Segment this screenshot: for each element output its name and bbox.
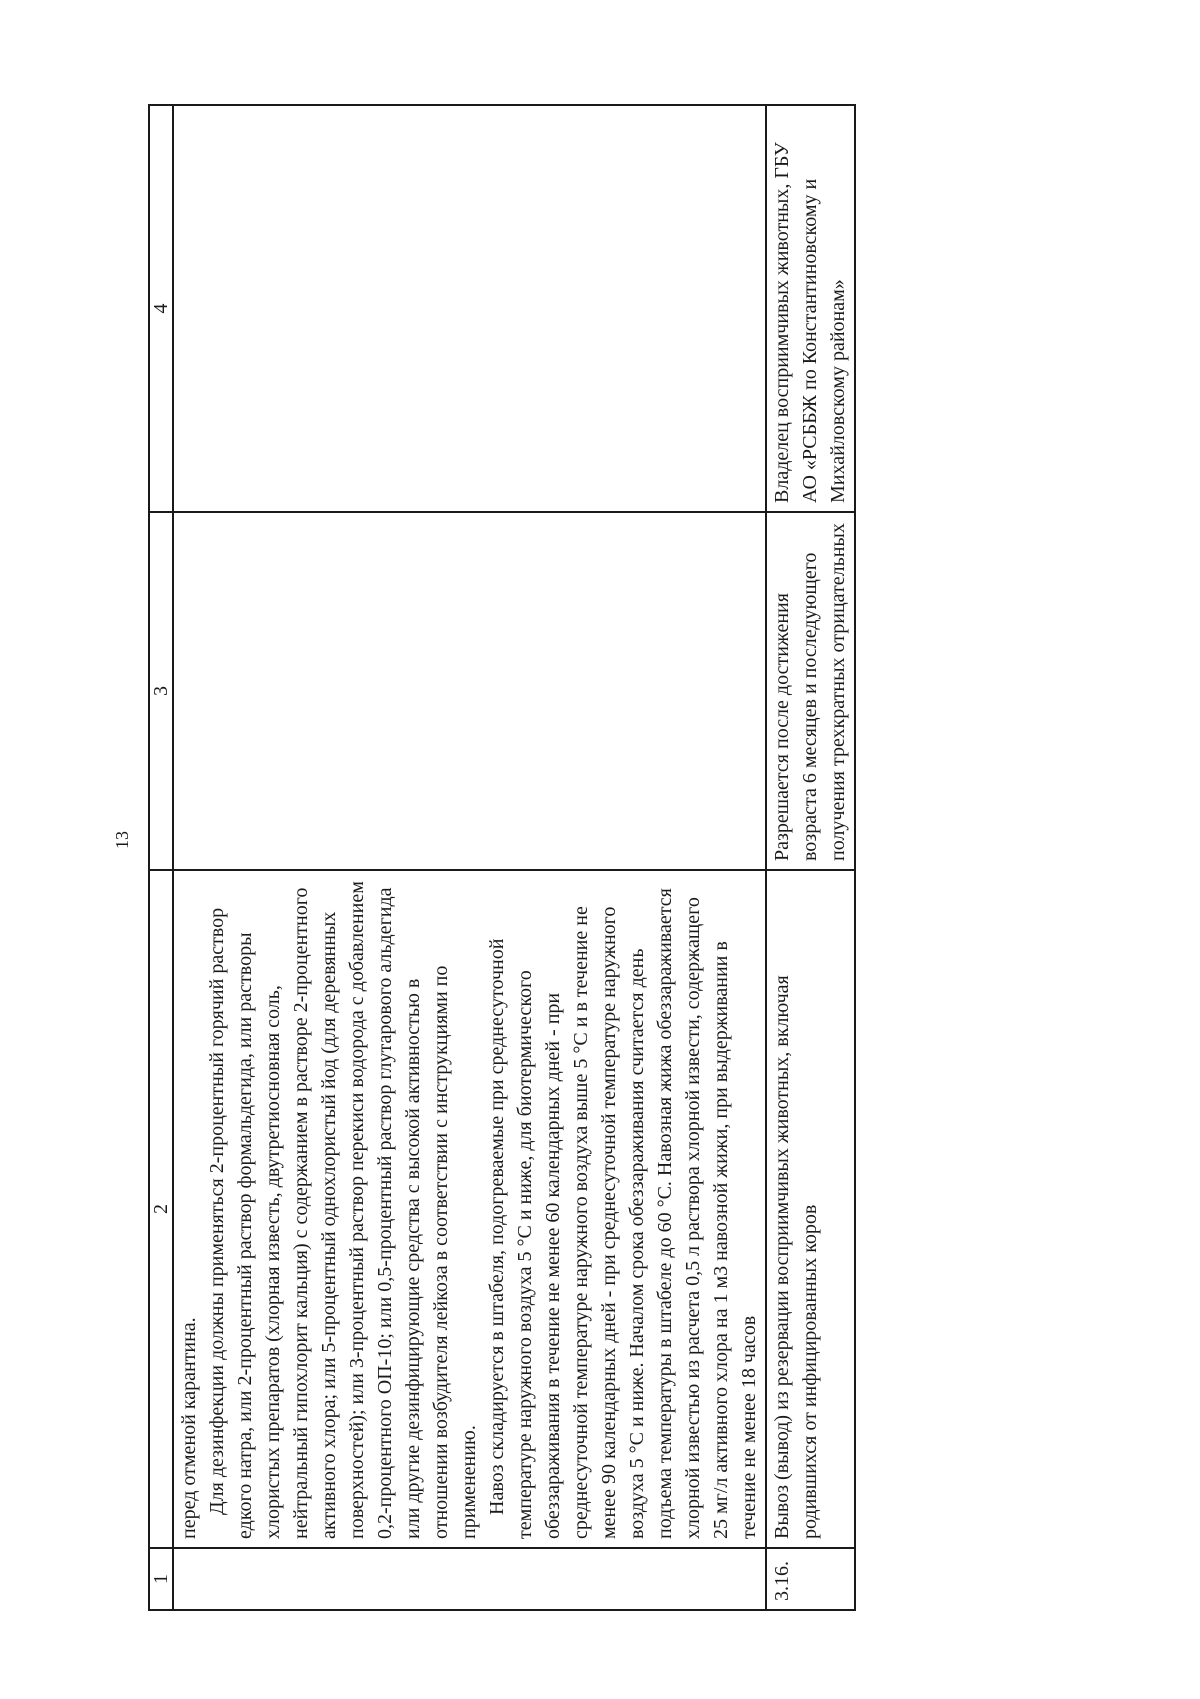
header-cell-2: 2	[149, 870, 173, 1548]
cell-number: 3.16.	[766, 1548, 855, 1610]
table-header-row	[149, 105, 173, 1610]
regulation-table	[148, 104, 856, 1611]
cell-measure-text: Вывоз (вывод) из резервации восприимчивых животных, включая родившихся от инфицированных коров	[766, 870, 855, 1548]
paragraph: Для дезинфекции должны применяться 2-процентный горячий раствор едкого натра, или 2-процентный раствор формальдегида, или растворы хлористых препаратов (хлорная известь, двутретиосновная соль, нейтральный гипохлорит кальция) с содержанием в растворе 2-процентного активного хлора; или 5-процентный однохлористый йод (для деревянных поверхностей); или 3-процентный раствор перекиси водорода с добавлением 0,2-процентного ОП-10; или 0,5-процентный раствор глутарового альдегида или другие дезинфицирующие средства с высокой активностью в отношении возбудителя лейкоза в соответствии с инструкциями по применению.	[206, 881, 480, 1539]
cell-measure-text	[173, 870, 766, 1548]
header-cell-1: 1	[149, 1548, 173, 1610]
cell-responsible	[173, 105, 766, 512]
cell-condition	[173, 512, 766, 870]
paragraph: Навоз складируется в штабеля, подогреваемые при среднесуточной температуре наружного воздуха 5 °С и ниже, для биотермического обеззараживания в течение не менее 60 календарных дней - при среднесуточной температуре наружного воздуха выше 5 °С и в течение не менее 90 календарных дней - при среднесуточной температуре наружного воздуха 5 °С и ниже. Началом срока обеззараживания считается день подъема температуры в штабеле до 60 °С. Навозная жижа обеззараживается хлорной известью из расчета 0,5 л раствора хлорной извести, содержащего 25 мг/л активного хлора на 1 м3 навозной жижи, при выдерживании в течение не менее 18 часов	[486, 888, 760, 1539]
header-cell-3: 3	[149, 512, 173, 870]
table-row-3-16	[766, 105, 855, 1610]
table-row-continuation	[173, 105, 766, 1610]
paragraph: перед отменой карантина.	[178, 1317, 200, 1539]
rotated-table-wrapper	[148, 106, 1006, 1611]
cell-condition: Разрешается после достижения возраста 6 месяцев и последующего получения трехкратных отрицательных	[766, 512, 855, 870]
page-number: 13	[112, 831, 132, 849]
cell-responsible: Владелец восприимчивых животных, ГБУ АО «РСББЖ по Константиновскому и Михайловскому районам»	[766, 105, 855, 512]
header-cell-4: 4	[149, 105, 173, 512]
cell-number	[173, 1548, 766, 1610]
